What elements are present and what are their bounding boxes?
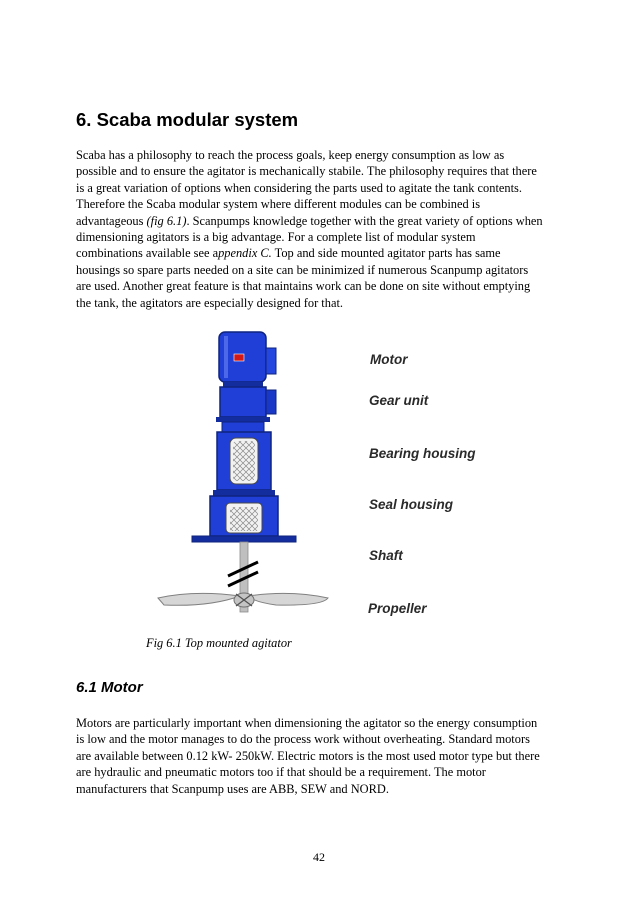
motor-line: are available between 0.12 kW- 250kW. Electric motors is the most used motor type but there [76, 748, 540, 763]
motor-paragraph [76, 715, 576, 797]
agitator-illustration [150, 328, 490, 624]
motor-line: are hydraulic and pneumatic motors too if that should be a requirement. The motor [76, 765, 486, 780]
intro-line: is a great variation of options when considering the parts used to agitate the tank contents. [76, 180, 522, 195]
intro-line: possible and to ensure the agitator is mechanically stabile. The philosophy requires that there [76, 164, 537, 179]
motor-line: Motors are particularly important when dimensioning the agitator so the energy consumption [76, 716, 538, 730]
intro-line: are used. Another great feature is that maintains work can be done on site without emptying [76, 279, 531, 294]
label-motor: Motor [370, 352, 408, 367]
motor-line: is low and the motor manages to do the process work without overheating. Standard motors [76, 732, 530, 747]
motor-line: manufacturers that Scanpump uses are ABB, SEW and NORD. [76, 781, 389, 796]
intro-line: Scaba has a philosophy to reach the process goals, keep energy consumption as low as [76, 148, 505, 162]
agitator-figure [150, 328, 490, 624]
intro-line: housings so spare parts needed on a site can be minimized if numerous Scanpump agitators [76, 262, 529, 277]
intro-line: dimensioning agitators is a big advantage. For a complete list of modular system [76, 230, 476, 245]
motor-fin [224, 336, 228, 378]
label-gear-unit: Gear unit [369, 393, 429, 408]
label-seal-housing: Seal housing [369, 497, 454, 512]
brand-badge [234, 354, 244, 361]
intro-line: the tank, the agitators are especially designed for that. [76, 295, 343, 310]
gear-unit [220, 387, 266, 417]
label-propeller: Propeller [368, 601, 427, 616]
mounting-flange [192, 536, 296, 542]
gear-side-box [266, 390, 276, 414]
figure-reference: (fig 6.1) [146, 213, 187, 228]
gear-lower [222, 422, 264, 432]
intro-line: combinations available see appendix C. Top and side mounted agitator parts has same [76, 246, 501, 261]
bearing-flange [213, 490, 275, 496]
intro-paragraph [76, 147, 576, 311]
page-number: 42 [313, 850, 325, 864]
intro-line: advantageous (fig 6.1). Scanpumps knowledge together with the great variety of options when [76, 213, 543, 228]
figure-caption: Fig 6.1 Top mounted agitator [146, 636, 292, 650]
appendix-reference: ppendix C. [218, 246, 272, 261]
gear-flange [216, 417, 270, 422]
intro-line: Therefore the Scaba modular system where different modules can be combined is [76, 197, 481, 212]
label-bearing-housing: Bearing housing [369, 446, 476, 461]
propeller-blade-left [158, 593, 240, 605]
label-shaft: Shaft [369, 548, 403, 563]
section-heading: 6. Scaba modular system [76, 109, 299, 130]
motor-terminal-box [266, 348, 276, 374]
bearing-mesh [233, 441, 255, 481]
seal-mesh [230, 507, 258, 531]
subsection-heading: 6.1 Motor [76, 679, 143, 696]
propeller-blade-right [248, 593, 328, 605]
